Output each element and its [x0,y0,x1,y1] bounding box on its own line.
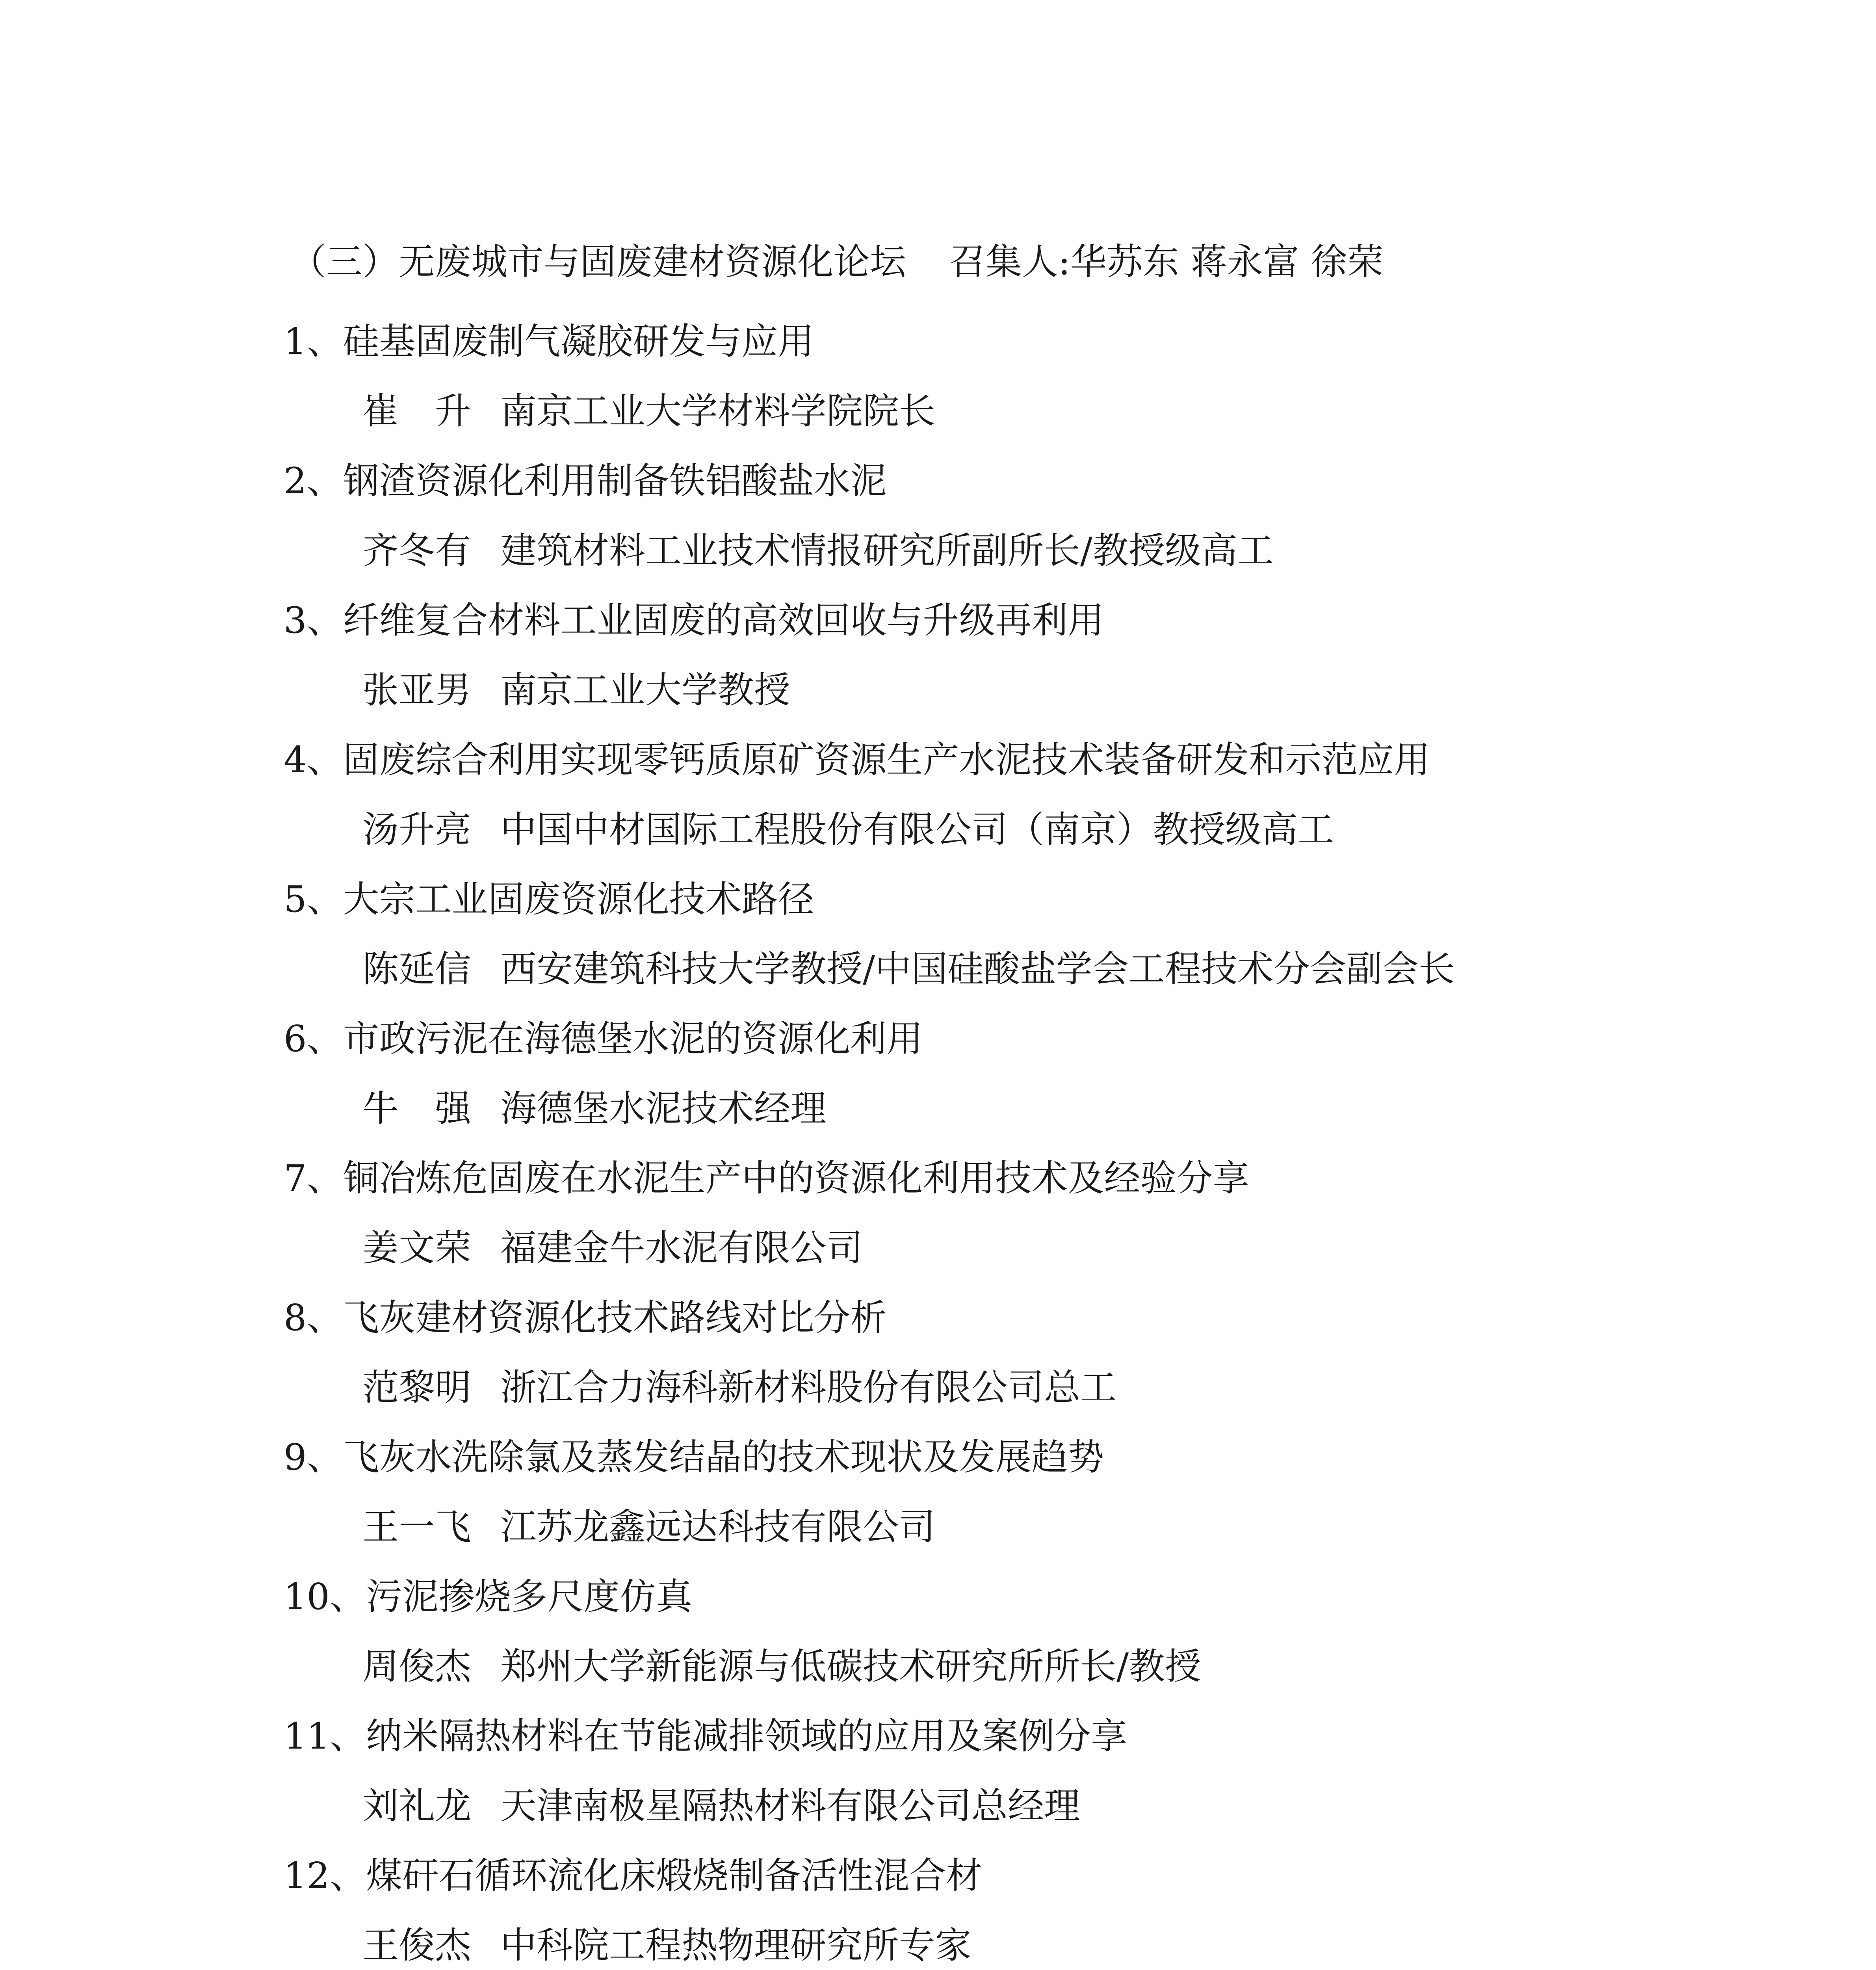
speaker-affiliation: 浙江合力海科新材料股份有限公司总工 [500,1366,1117,1409]
speaker-name: 姜文荣 [362,1227,472,1269]
talk-speaker-line [284,1492,1781,1562]
talk-item [284,1562,1781,1701]
talk-speaker-line [284,516,1781,585]
talk-item [284,1701,1781,1841]
speaker-affiliation: 福建金牛水泥有限公司 [500,1227,863,1269]
talk-item [284,585,1781,725]
speaker-affiliation: 中国中材国际工程股份有限公司（南京）教授级高工 [500,808,1334,851]
speaker-affiliation: 海德堡水泥技术经理 [500,1087,827,1130]
talk-item [284,1143,1781,1283]
speaker-affiliation: 天津南极星隔热材料有限公司总经理 [500,1785,1081,1827]
talk-title: 7、铜冶炼危固废在水泥生产中的资源化利用技术及经验分享 [284,1157,1249,1199]
speaker-name: 范黎明 [362,1366,472,1409]
talk-title: 1、硅基固废制气凝胶研发与应用 [284,320,814,362]
talk-speaker-line [284,1632,1781,1701]
talk-item [284,307,1781,446]
talk-title: 8、飞灰建材资源化技术路线对比分析 [284,1297,887,1339]
speaker-affiliation: 江苏龙鑫远达科技有限公司 [500,1506,936,1548]
talk-speaker-line [284,934,1781,1004]
speaker-name: 牛 强 [362,1087,472,1130]
section-convener: 召集人:华苏东 蒋永富 徐荣 [949,241,1384,283]
speaker-affiliation: 郑州大学新能源与低碳技术研究所所长/教授 [500,1645,1201,1688]
speaker-affiliation: 南京工业大学材料学院院长 [500,390,936,432]
talk-speaker-line [284,1771,1781,1841]
talk-item [284,725,1781,864]
speaker-name: 汤升亮 [362,808,472,851]
talk-title: 11、纳米隔热材料在节能减排领域的应用及案例分享 [284,1715,1127,1757]
speaker-affiliation: 中科院工程热物理研究所专家 [500,1924,972,1966]
talk-title: 10、污泥掺烧多尺度仿真 [284,1576,693,1618]
speaker-name: 陈延信 [362,948,472,990]
speaker-affiliation: 建筑材料工业技术情报研究所副所长/教授级高工 [500,530,1274,572]
talk-item [284,1841,1781,1970]
speaker-name: 王俊杰 [362,1924,472,1966]
talk-item [284,1422,1781,1562]
talk-speaker-line [284,1353,1781,1422]
talk-title: 5、大宗工业固废资源化技术路径 [284,878,814,920]
talk-speaker-line [284,795,1781,864]
speaker-name: 齐冬有 [362,530,472,572]
talk-item [284,1004,1781,1143]
speaker-name: 崔 升 [362,390,472,432]
section-heading [290,236,1384,288]
speaker-name: 张亚男 [362,669,472,711]
talk-title: 3、纤维复合材料工业固废的高效回收与升级再利用 [284,599,1104,641]
talk-speaker-line [284,1911,1781,1970]
speaker-name: 王一飞 [362,1506,472,1548]
talk-speaker-line [284,1074,1781,1143]
speaker-name: 刘礼龙 [362,1785,472,1827]
talk-title: 9、飞灰水洗除氯及蒸发结晶的技术现状及发展趋势 [284,1436,1104,1478]
speaker-affiliation: 南京工业大学教授 [500,669,791,711]
talk-item [284,1283,1781,1422]
talk-list [284,307,1781,1970]
talk-title: 6、市政污泥在海德堡水泥的资源化利用 [284,1018,923,1060]
speaker-affiliation: 西安建筑科技大学教授/中国硅酸盐学会工程技术分会副会长 [500,948,1455,990]
talk-speaker-line [284,376,1781,446]
talk-item [284,864,1781,1004]
section-title: （三）无废城市与固废建材资源化论坛 [290,241,906,283]
talk-speaker-line [284,1213,1781,1283]
talk-title: 4、固废综合利用实现零钙质原矿资源生产水泥技术装备研发和示范应用 [284,739,1430,781]
talk-item [284,446,1781,585]
talk-title: 12、煤矸石循环流化床煅烧制备活性混合材 [284,1855,983,1897]
talk-title: 2、钢渣资源化利用制备铁铝酸盐水泥 [284,460,887,502]
talk-speaker-line [284,655,1781,725]
speaker-name: 周俊杰 [362,1645,472,1688]
